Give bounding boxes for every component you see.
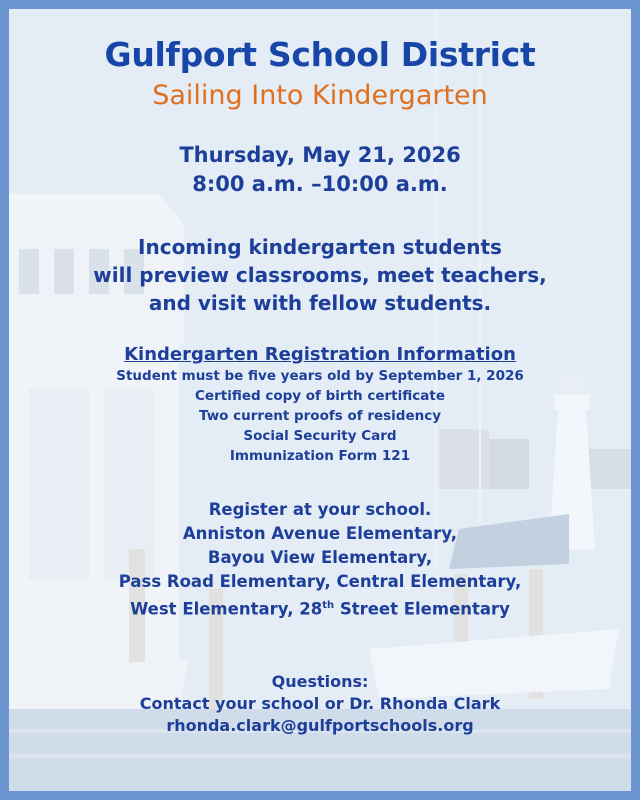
registration-section <box>9 344 631 466</box>
registration-item: Two current proofs of residency <box>198 408 442 424</box>
registration-item: Student must be five years old by September 1, 2026 <box>116 368 524 384</box>
school-list-line <box>9 594 631 622</box>
description-line: Incoming kindergarten students <box>138 235 502 259</box>
schools-intro: Register at your school. <box>208 500 432 519</box>
school-list-line: Anniston Avenue Elementary, <box>182 524 458 543</box>
school-list-text: Street Elementary <box>334 599 510 619</box>
event-time: 8:00 a.m. –10:00 a.m. <box>192 172 448 196</box>
questions-section <box>9 671 631 737</box>
ordinal-suffix: th <box>322 600 335 611</box>
registration-heading: Kindergarten Registration Information <box>124 344 516 365</box>
school-list-line: Bayou View Elementary, <box>207 548 433 567</box>
description-line: will preview classrooms, meet teachers, <box>93 263 547 287</box>
event-date: Thursday, May 21, 2026 <box>179 143 461 167</box>
schools-section <box>9 498 631 622</box>
contact-email: rhonda.clark@gulfportschools.org <box>166 715 474 735</box>
registration-item: Immunization Form 121 <box>229 448 411 464</box>
flyer-content <box>9 9 631 737</box>
event-description <box>9 233 631 317</box>
questions-heading: Questions: <box>271 671 369 691</box>
school-list-text: West Elementary, 28 <box>130 599 323 619</box>
contact-text: Contact your school or Dr. Rhonda Clark <box>139 693 501 713</box>
district-title: Gulfport School District <box>104 35 536 74</box>
school-list-line: Pass Road Elementary, Central Elementary, <box>118 572 522 591</box>
event-subtitle: Sailing Into Kindergarten <box>152 80 488 111</box>
registration-item: Social Security Card <box>243 428 397 444</box>
description-line: and visit with fellow students. <box>148 291 492 315</box>
registration-item: Certified copy of birth certificate <box>195 388 445 404</box>
event-datetime <box>9 141 631 199</box>
